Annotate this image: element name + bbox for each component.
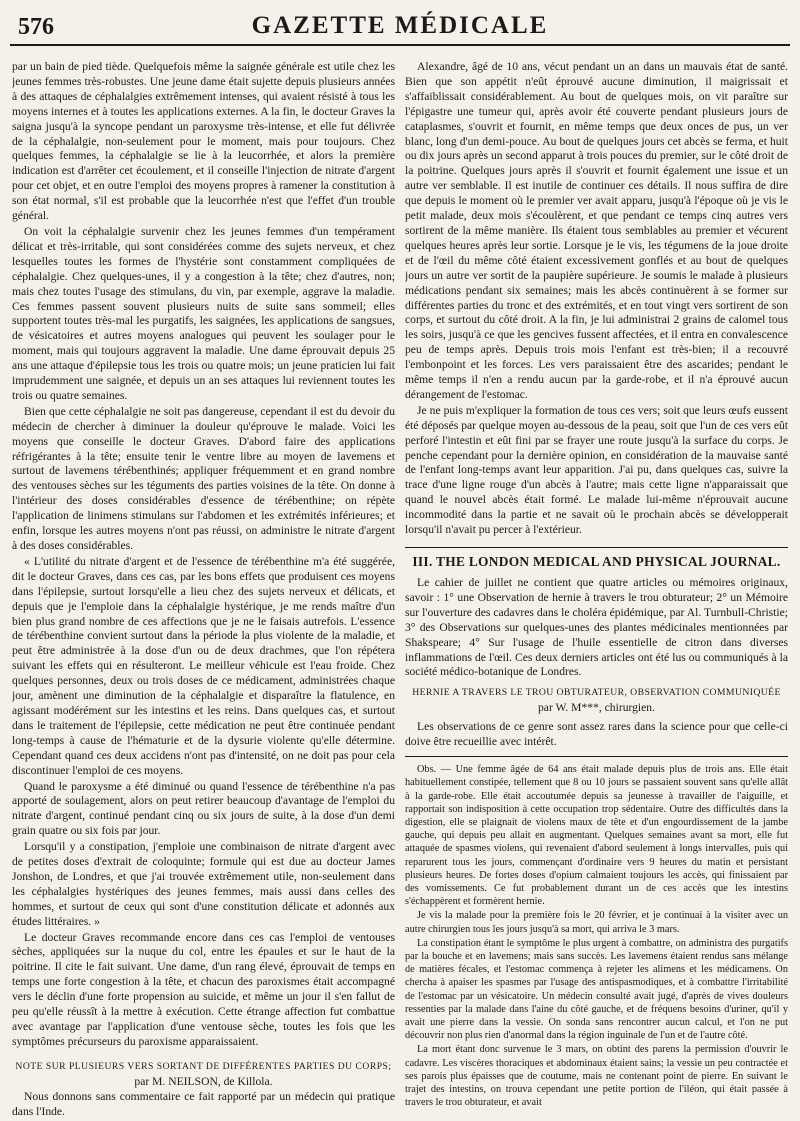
paragraph: La constipation étant le symptôme le plus urgent à combattre, on administra des purgatifs par la bouche et en lavemens; mais sans succès. Les lavemens étaient rendus sans mélange de matières fécales, et l'estomac commença à rejeter les alimens et les médicamens. On chercha à apaiser les spasmes par l'usage des antispasmodiques, et à combattre l'irritabilité de l'estomac par un vésicatoire. Un médecin consulté avait jugé, d'après de vives douleurs ressenties par la malade dans l'aine du côté gauche, et de fréquens besoins d'uriner, qu'il y avait une pierre dans la vessie. On sonda sans rencontrer aucun calcul, et l'on ne put découvrir non plus rien d'anormal dans la région inguinale de l'un et de l'autre côté.: [405, 937, 788, 1042]
journal-summary: Le cahier de juillet ne contient que quatre articles ou mémoires originaux, savoir : 1° une Observation de hernie à travers le trou obturateur; 2° un Mémoire sur l'ouverture des cadavres dans le choléra épidémique, par Al. Turnbull-Christie; 3° des Observations sur quelques-unes des plantes médicinales mentionnées par Shakspeare; 4° Sur l'usage de l'huile essentielle de citron dans diverses inflammations de l'œil. Ces deux derniers articles ont été lus ou communiqués à la société médico-botanique de Londres.: [405, 576, 788, 679]
section-heading: III. THE LONDON MEDICAL AND PHYSICAL JOURNAL.: [405, 547, 788, 570]
paragraph: par un bain de pied tiède. Quelquefois même la saignée générale est utile chez les jeunes femmes très-robustes. Une jeune dame était sujette depuis plusieurs années à des attaques de céphalalgies extrêmement intenses, qui avaient résisté à tous les moyens internes et à toutes les applications externes. A la fin, le docteur Graves la saigna jusqu'à la syncope pendant un paroxysme très-intense, et elle fut délivrée de la céphalalgie, non-seulement pour le moment, mais pour toujours. Chez quelques femmes, la céphalalgie se lie à la leucorrhée, et alors la première indication est d'arrêter cet écoulement, et il conseille l'injection de nitrate d'argent pour cet objet, et en outre l'emploi des moyens propres à ramener la constitution à son état normal, s'il est probable que la leucorrhée n'est que l'effet d'un trouble général.: [12, 60, 395, 223]
paragraph: La mort étant donc survenue le 3 mars, on obtint des parens la permission d'ouvrir le cadavre. Les viscères thoraciques et abdominaux étaient sains; la vessie un peu contractée et ses parois plus épaisses que de coutume, mais ne contenant point de pierre. En suivant le trajet des intestins, on trouva cependant une petite portion de l'iléon, qui était passée à travers le trou obturateur, et avait: [405, 1044, 788, 1109]
paragraph: Obs. — Une femme âgée de 64 ans était malade depuis plus de trois ans. Elle était habituellement constipée, tellement que 8 ou 10 jours se passaient souvent sans qu'elle allât à la garde-robe. Elle était accoutumée depuis sa jeunesse à travailler de l'aiguille, et rapportait son indisposition à cette occupation trop sédentaire. Outre des difficultés dans la digestion, elle se plaignait de violens maux de tête et d'un engourdissement de la jambe gauche, qui depuis peu allait en augmentant. Quelques semaines avant sa mort, elle fut attaquée de spasmes violens, qui revenaient d'abord seulement à longs intervalles, puis qui reparurent tous les jours, commençant d'ordinaire vers 9 heures du matin et persistant plusieurs heures. De fortes doses d'opium calmaient toujours les accès, qui finissaient par des vomissements. Ce fut probablement durant un de ces accès que les intestins s'échappèrent et formèrent hernie.: [405, 764, 788, 908]
paragraph: Je vis la malade pour la première fois le 20 février, et je continuai à la visiter avec un autre chirurgien tous les jours jusqu'à sa mort, qui arriva le 3 mars.: [405, 910, 788, 935]
journal-title: GAZETTE MÉDICALE: [251, 12, 549, 39]
paragraph: On voit la céphalalgie survenir chez les jeunes femmes d'un tempérament délicat et très-irritable, qui sont considérées comme des sujets nerveux, et chez lesquelles toutes les formes de l'hystérie sont constamment compliquées de céphalalgie. Chez quelques-unes, il y a congestion à la tête; chez d'autres, non; mais chez toutes l'usage des stimulans, du vin, par exemple, aggrave la maladie. Ces femmes passent souvent plusieurs nuits de suite sans sommeil; elles supportent toutes très-mal les purgatifs, les saignées, les applications de sangsues, de vésicatoires et autres moyens analogues qui peuvent les soulager pour le moment, mais qui toujours aggravent la maladie. Une dame éprouvait depuis 25 ans une attaque d'épilepsie tous les trois ou quatre mois; un jeune praticien lui fait imprudemment une saignée, et depuis un an ses attaques lui reviennent toutes les trois ou quatre semaines.: [12, 224, 395, 402]
paragraph: « L'utilité du nitrate d'argent et de l'essence de térébenthine m'a été suggérée, dit le docteur Graves, dans ces cas, par les bons effets que produisent ces moyens dans l'épilepsie, surtout lorsqu'elle a lieu chez des sujets nerveux et délicats, et depuis que je l'emploie dans la céphalalgie hystérique, je me rends maître d'un bien plus grand nombre de ces affections que je ne le faisais autrefois. L'essence de térébenthine convient surtout dans la période la plus violente de la maladie, et peut être administrée à la dose d'un ou de deux drachmes, que l'on répétera suivant les effets qui en résulteront. Le meilleur véhicule est l'eau froide. Chez quelques personnes, deux ou trois doses de ce médicament, administrées chaque jour, amènent une diminution de la céphalalgie et disparaître la flatulence, en agissant modérément sur les intestins et les reins. Dans quelques cas, et surtout dans le traitement de l'épilepsie, cette médication ne peut être continuée pendant long-temps à cause de l'hématurie et de la dysurie violente qu'elle détermine. Cependant quand ces deux accidens n'ont pas d'intensité, on ne doit pas pour cela discontinuer l'emploi de ces moyens.: [12, 554, 395, 777]
divider: [405, 756, 788, 757]
observation-body: [405, 763, 788, 1109]
note-author: par M. NEILSON, de Killola.: [134, 1074, 273, 1088]
right-column: [405, 60, 788, 1121]
observation-heading: HERNIE A TRAVERS LE TROU OBTURATEUR, OBSERVATION COMMUNIQUÉE: [412, 687, 781, 699]
note-heading: NOTE SUR PLUSIEURS VERS SORTANT DE DIFFÉRENTES PARTIES DU CORPS;: [15, 1060, 392, 1072]
paragraph: Lorsqu'il y a constipation, j'emploie une combinaison de nitrate d'argent avec de petites doses d'extrait de coloquinte; formule qui est due au docteur James Jonshon, de Londres, et que j'ai trouvée extrêmement utile, non-seulement dans les céphalalgies hystériques des jeunes femmes, mais aussi dans celles des hommes, et surtout de ceux qui sont d'une constitution délicate et adonnés aux études littéraires. »: [12, 840, 395, 928]
paragraph: Alexandre, âgé de 10 ans, vécut pendant un an dans un mauvais état de santé. Bien que son appétit n'eût éprouvé aucune diminution, il maigrissait et s'affaiblissait considérablement. Au bout de quelques mois, on vit paraître sur l'épigastre une tumeur qui, après avoir été couverte pendant plusieurs jours de cataplasmes, s'ouvrit et fournit, en même temps que deux onces de pus, un ver blanc, long d'un demi-pouce. Au bout de quelques jours cet abcès se ferma, et huit ou dix jours après un second apparut à trois pouces du premier, sur le côté droit de la poitrine. Quelques jours après il s'ouvrit et fournit également une issue et un autre ver semblable. Il est inutile de continuer ces détails. Il nous suffira de dire que depuis le moment où le premier ver avait apparu, jusqu'à l'époque où je vis le petit malade, deux mois s'écoulèrent, et que pendant ce temps cinq autres vers sortirent de la même manière. Ils étaient tous semblables au premier et vécurent quelques heures après leur sortie. Lorsque je le vis, les tégumens de la joue droite et de l'œil du même côté étaient excessivement gonflés et au bout de quelques jours un autre ver sortit de la paupière supérieure. Je soumis le malade à plusieurs médications pendant six semaines; mais les abcès continuèrent à se former sur différentes parties du tronc et des extrémités, et en tout vingt vers sortirent de son corps, et surtout du côté droit. A la fin, je lui administrai 2 grains de calomel tous les soirs, jusqu'à ce que les gencives fussent affectées, et il entra en convalescence peu de temps après. Depuis trois mois l'enfant est très-bien; il a recouvré l'embonpoint et les forces. Les vers paraissaient être des ascarides; pendant le même temps il n'en a rendu aucun par la garde-robe, et il n'a éprouvé aucun dérangement de l'estomac.: [405, 60, 788, 401]
page-number: 576: [18, 14, 54, 40]
observation-intro: Les observations de ce genre sont assez rares dans la science pour que celle-ci doive être recueillie avec intérêt.: [405, 720, 788, 749]
columns: [10, 60, 790, 1121]
left-column: [12, 60, 395, 1121]
paragraph: Le docteur Graves recommande encore dans ces cas l'emploi de ventouses sèches, appliquées sur la nuque du col, entre les épaules et sur le haut de la poitrine. Il cite le fait suivant. Une dame, d'un rang élevé, éprouvait de temps en temps une forte congestion à la tête, et chacun des paroxismes était accompagné vers le déclin d'une forte propension au suicide, et même un jour il s'en fallut de peu qu'elle réussît à la mettre à exécution. Cette étrange affection fut combattue avec avantage par l'application d'une ventouse sèche, toutes les fois que les symptômes précurseurs du paroxisme apparaissaient.: [12, 930, 395, 1048]
paragraph: Je ne puis m'expliquer la formation de tous ces vers; soit que leurs œufs eussent été déposés par quelque moyen au-dessous de la peau, soit que l'un de ces vers eût perforé l'intestin et eût fini par se frayer une route jusqu'à la surface du corps. Je penche cependant pour la dernière opinion, en considération de la mauvaise santé de l'enfant long-temps avant leur apparition. J'ai pu, dans quelques cas, suivre la trace d'une ligne rouge d'un abcès à l'autre; mais cette ligne n'apparaissait que quand le nouvel abcès était formé. Le malade lui-même n'éprouvait aucune incommodité dans la partie et ne savait où le prochain abcès se développerait lorsqu'il n'avait pu percer à l'extérieur.: [405, 403, 788, 537]
note-text: Nous donnons sans commentaire ce fait rapporté par un médecin qui pratique dans l'Inde.: [12, 1089, 395, 1118]
paragraph: Bien que cette céphalalgie ne soit pas dangereuse, cependant il est du devoir du médecin de chercher à diminuer la douleur qu'éprouve le malade. Voici les moyens que conseille le docteur Graves. D'abord faire des applications réfrigérantes à la tête; ensuite tenir le ventre libre au moyen de lavemens et surtout de lavemens térébenthinés; appliquer fréquemment et en grand nombre des ventouses sèches sur les téguments des parties voisines de la tête. On donne à l'intérieur des doses considérables d'essence de térébenthine; on répète l'application de linimens stimulans sur l'abdomen et les extrémités inférieures; et enfin, lorsque les autres moyens n'ont pas réussi, on administre le nitrate d'argent à des doses considérables.: [12, 404, 395, 552]
page-header: [10, 6, 790, 46]
paragraph: Quand le paroxysme a été diminué ou quand l'essence de térébenthine n'a pas apporté de soulagement, alors on peut retirer beaucoup d'avantage de l'emploi du nitrate d'argent, continué pendant cinq ou six jours de suite, à la dose d'un demi grain quatre ou six fois par jour.: [12, 779, 395, 838]
observation-author: par W. M***, chirurgien.: [538, 701, 655, 715]
